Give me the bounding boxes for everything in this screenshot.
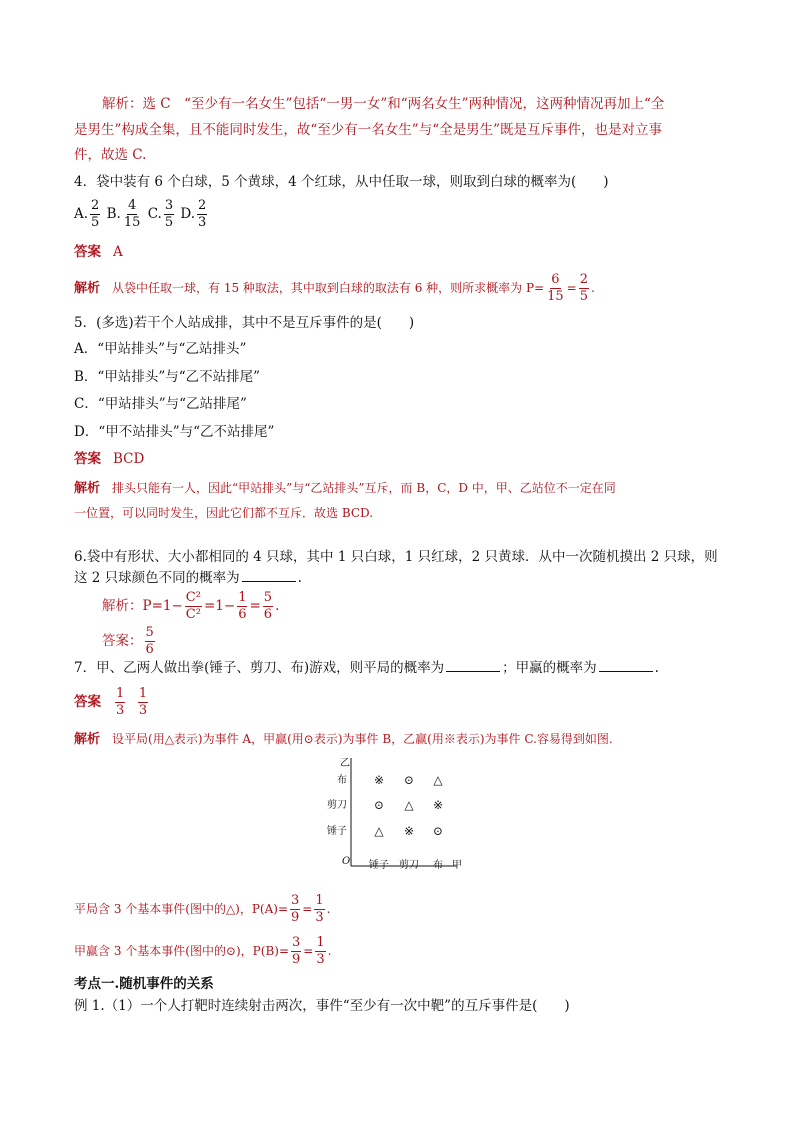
q7-analysis: 解析 设平局(用△表示)为事件 A，甲赢(用⊙表示)为事件 B，乙赢(用※表示)为事件 C.容易得到如图. (74, 732, 613, 747)
cell-jiandao-jiandao: △ (404, 798, 414, 812)
q4-option-a: A. $\frac{2}{5}$ (74, 198, 100, 230)
cell-bu-jiandao: ⊙ (403, 773, 415, 787)
q4-stem: 4．袋中装有 6 个白球，5 个黄球，4 个红球，从中任取一球，则取到白球的概率为( ) (74, 174, 609, 190)
x-axis-title: 甲 (452, 860, 462, 871)
example-1-stem: 例 1.（1）一个人打靶时连续射击两次，事件“至少有一次中靶”的互斥事件是( ) (74, 998, 570, 1014)
q4-answer: 答案 A (74, 244, 123, 260)
cell-jiandao-chuizi: ⊙ (373, 798, 385, 812)
q5-option-d: D．“甲不站排头”与“乙不站排尾” (74, 424, 275, 440)
q4-option-b: B. $\frac{4}{15}$ (106, 198, 141, 230)
y-label-bu: 布 (337, 775, 347, 786)
cell-chuizi-bu: ⊙ (432, 824, 444, 838)
section-title: 考点一.随机事件的关系 (74, 976, 214, 992)
origin-label: O (342, 856, 351, 867)
cell-jiandao-bu: ※ (432, 798, 444, 812)
x-label-chuizi: 锤子 (369, 860, 389, 871)
q7-answer: 答案 $\frac{1}{3}$ $\frac{1}{3}$ (74, 686, 148, 718)
q5-analysis-line2: 一位置，可以同时发生，因此它们都不互斥．故选 BCD. (74, 506, 374, 520)
q5-analysis-line1: 解析 排头只能有一人，因此“甲站排头”与“乙站排头”互斥，而 B，C，D 中，甲、乙站位不一定在同 (74, 481, 616, 496)
q6-stem-line1: 6.袋中有形状、大小都相同的 4 只球，其中 1 只白球，1 只红球，2 只黄球．从中一次随机摸出 2 只球，则 (74, 549, 718, 565)
q3-analysis-line3: 件，故选 C. (74, 147, 147, 163)
q4-option-c: C. $\frac{3}{5}$ (147, 198, 174, 230)
q4-options (74, 198, 724, 231)
q5-option-c: C．“甲站排头”与“乙站排尾” (74, 396, 247, 412)
q4-option-d: D. $\frac{2}{3}$ (180, 198, 207, 230)
q3-analysis-line2: 是男生”构成全集，且不能同时发生，故“至少有一名女生”与“全是男生”既是互斥事件，也是对立事 (74, 122, 663, 138)
x-label-jiandao: 剪刀 (399, 860, 419, 871)
q6-answer-blank (242, 569, 296, 582)
q4-analysis: 解析 从袋中任取一球，有 15 种取法，其中取到白球的取法有 6 种，则所求概率为 P= $\frac{6}{15}$ = $\frac{2}{5}$ . (74, 272, 595, 304)
q6-stem-line2: 这 2 只球颜色不同的概率为 . (74, 570, 302, 586)
rps-outcome-diagram (325, 754, 470, 876)
q5-option-b: B．“甲站排头”与“乙不站排尾” (74, 369, 261, 385)
y-label-jiandao: 剪刀 (327, 800, 347, 811)
q5-answer: 答案 BCD (74, 451, 145, 467)
q7-pa-line: 平局含 3 个基本事件(图中的△)，P(A)= $\frac{3}{9}$ = $\frac{1}{3}$ . (74, 893, 331, 925)
y-label-chuizi: 锤子 (327, 826, 347, 837)
cell-chuizi-chuizi: △ (374, 824, 384, 838)
q7-blank-2 (599, 659, 653, 672)
x-label-bu: 布 (433, 860, 443, 871)
q7-stem: 7．甲、乙两人做出拳(锤子、剪刀、布)游戏，则平局的概率为 ；甲赢的概率为 . (74, 660, 659, 676)
cell-chuizi-jiandao: ※ (403, 824, 415, 838)
cell-bu-chuizi: ※ (373, 773, 385, 787)
q5-option-a: A．“甲站排头”与“乙站排头” (74, 341, 247, 357)
q7-blank-1 (446, 659, 500, 672)
q5-stem: 5．(多选)若干个人站成排，其中不是互斥事件的是( ) (74, 315, 415, 331)
q3-analysis-line1: 解析：选 C “至少有一名女生”包括“一男一女”和“两名女生”两种情况，这两种情况再加上“全 (102, 96, 665, 112)
cell-bu-bu: △ (433, 773, 443, 787)
q6-analysis: 解析：P=1− $\frac{\text{C²}}{\text{C²}}$ =1− $\frac{1}{6}$ = $\frac{5}{6}$ . (102, 590, 280, 622)
q6-answer: 答案： $\frac{5}{6}$ (102, 625, 154, 657)
y-axis-title: 乙 (340, 758, 350, 769)
q7-pb-line: 甲赢含 3 个基本事件(图中的⊙)，P(B)= $\frac{3}{9}$ = $\frac{1}{3}$ . (74, 935, 332, 967)
